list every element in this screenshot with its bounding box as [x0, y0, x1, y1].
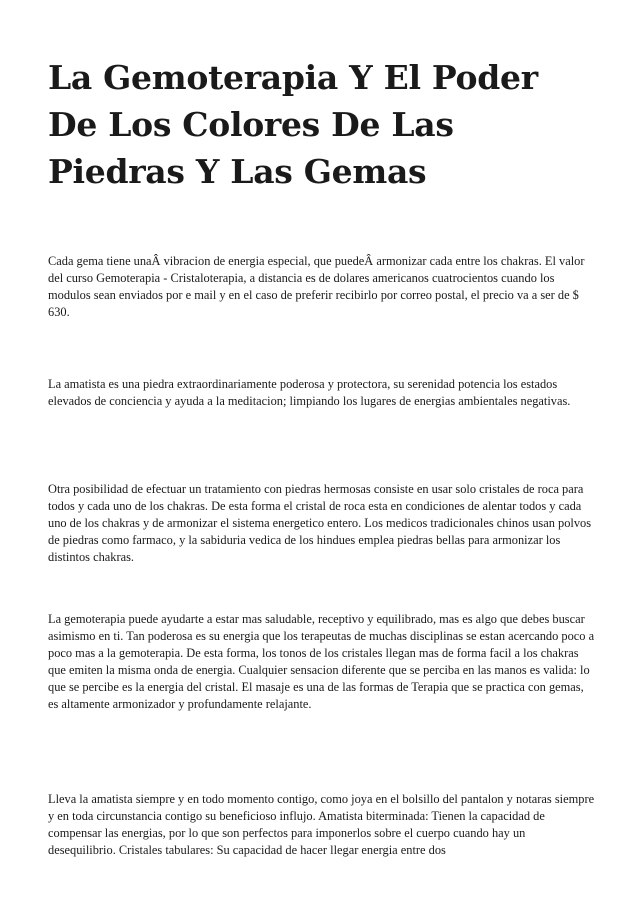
paragraph-amethyst-usage: Lleva la amatista siempre y en todo momento contigo, como joya en el bolsillo del pantalon y notaras siempre y en toda circunstancia contigo su beneficioso influjo. Amatista biterminada: Tienen la capacidad de compensar las energias, por lo que son perfectos para imponerlos sobre el cuerpo cuando hay un desequilibrio. Cristales tabulares: Su capacidad de hacer llegar energia entre dos — [48, 792, 595, 857]
paragraph-amethyst: La amatista es una piedra extraordinariamente poderosa y protectora, su serenidad potencia los estados elevados de conciencia y ayuda a la meditacion; limpiando los lugares de energias ambientales negativas. — [48, 377, 571, 408]
article-header — [48, 54, 596, 195]
paragraph-gemotherapy-benefits: La gemoterapia puede ayudarte a estar mas saludable, receptivo y equilibrado, mas es algo que debes buscar asimismo en ti. Tan poderosa es su energia que los terapeutas de muchas disciplinas se estan acercando poco a poco mas a la gemoterapia. De esta forma, los tonos de los cristales llegan mas de forma facil a los chakras que emiten la misma onda de energia. Cualquier sensacion diferente que se perciba en las manos es valida: lo que se percibe es la energia del cristal. El masaje es una de las formas de Terapia que se practica con gemas, es altamente armonizador y profundamente relajante. — [48, 612, 595, 711]
page-title: La Gemoterapia Y El Poder De Los Colores De Las Piedras Y Las Gemas — [48, 58, 538, 191]
paragraph-rock-crystal: Otra posibilidad de efectuar un tratamiento con piedras hermosas consiste en usar solo cristales de roca para todos y cada uno de los chakras. De esta forma el cristal de roca esta en condiciones de alentar todos y cada uno de los chakras y de armonizar el sistema energetico entero. Los medicos tradicionales chinos usan polvos de piedras como farmaco, y la sabiduria vedica de los hindues emplea piedras bellas para armonizar los distintos chakras. — [48, 482, 592, 564]
paragraph-gem-vibration: Cada gema tiene unaÂ vibracion de energia especial, que puedeÂ armonizar cada entre los chakras. El valor del curso Gemoterapia - Cristaloterapia, a distancia es de dolares americanos cuatrocientos cuando los modulos sean enviados por e mail y en el caso de preferir recibirlo por correo postal, el precio va a ser de $ 630. — [48, 254, 585, 319]
